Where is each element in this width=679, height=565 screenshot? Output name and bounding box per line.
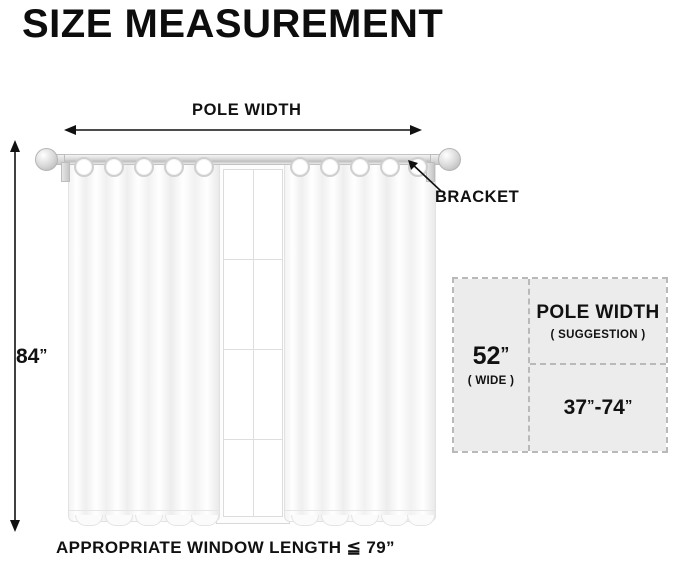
pole-width-header-cell: [530, 279, 666, 365]
grommet: [74, 157, 94, 177]
grommet: [290, 157, 310, 177]
range-high: -74: [594, 396, 625, 419]
bracket-label: BRACKET: [435, 188, 520, 206]
rod-bracket-left: [61, 162, 70, 182]
curtain-panel-right: [284, 164, 436, 522]
range-low-unit: ”: [587, 397, 595, 414]
pole-width-range-cell: [530, 365, 666, 451]
grommet: [380, 157, 400, 177]
window-frame: [216, 162, 290, 524]
grommet: [350, 157, 370, 177]
page-title: SIZE MEASUREMENT: [22, 2, 444, 46]
pole-width-header: POLE WIDTH: [536, 301, 660, 323]
curtain-illustration: [30, 140, 470, 540]
grommet: [320, 157, 340, 177]
range-low: 37: [563, 396, 587, 419]
width-unit: ”: [500, 344, 510, 365]
pole-width-arrow-icon: [64, 124, 422, 136]
width-value: 52: [472, 342, 501, 371]
width-note: ( WIDE ): [467, 374, 515, 387]
pole-width-range: [564, 396, 633, 420]
window-length-caption: APPROPRIATE WINDOW LENGTH ≦ 79”: [56, 538, 395, 557]
rod-finial-left: [35, 148, 58, 171]
grommet: [104, 157, 124, 177]
size-info-table: [452, 277, 668, 453]
height-arrow-icon: [8, 140, 22, 532]
width-value-group: [473, 343, 510, 369]
range-high-unit: ”: [624, 397, 633, 414]
width-cell: [454, 279, 530, 451]
grommet: [194, 157, 214, 177]
curtain-height-value: 84: [16, 345, 40, 368]
grommet: [164, 157, 184, 177]
pole-width-header-note: ( SUGGESTION ): [550, 328, 646, 341]
curtain-panel-left: [68, 164, 220, 522]
pole-width-label: POLE WIDTH: [192, 101, 302, 119]
pole-width-cells: [530, 279, 666, 451]
grommet: [134, 157, 154, 177]
curtain-height-unit: ”: [39, 347, 48, 364]
